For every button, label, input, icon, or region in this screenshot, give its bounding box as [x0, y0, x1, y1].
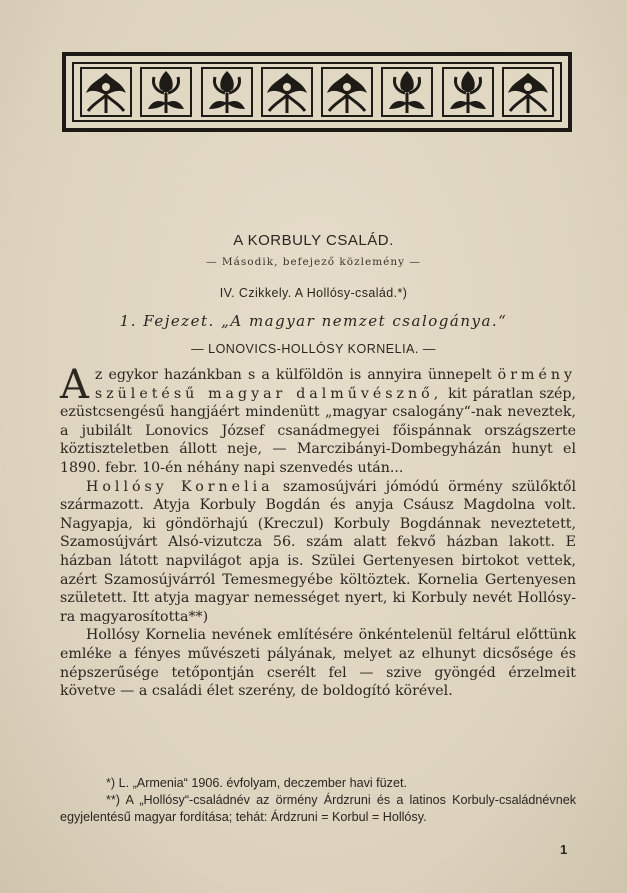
paragraph-3: Hollósy Kornelia nevének említésére önkéntelenül feltárul előttünk emléke a fényes művészeti pályának, melyet az elhunyt dicsősége és népszerűsége tetőpontján cserélt fel — szive gyöngéd érzelmeit követve — a családi élet szerény, de boldogító körével. [60, 627, 576, 700]
author-line: — LONOVICS-HOLLÓSY KORNELIA. — [191, 342, 436, 356]
paragraph-2-rest: szamosújvári jómódú örmény szülőktől származott. Atyja Korbuly Bogdán és anyja Csáusz Magdolna volt. Nagyapja, ki göndörhajú (Kreczul) Korbuly Bogdánnak neveztetett, Szamosújvárt Alsó-vizutcza 56. szám alatt fekvő házban lakott. E házban látott napvilágot apja is. Szülei Gertenyesen birtokot vettek, azért Szamosújvárról Temesmegyébe költöztek. Kornelia Gertenyesen született. Itt atyja magyar nemességet nyert, ki Korbuly nevét Hollósy-ra magyarosította**) [60, 478, 576, 625]
tulip-icon [442, 67, 494, 117]
paragraph-2 [60, 478, 576, 627]
rosette-icon [502, 67, 554, 117]
paragraph-1-rest: kit páratlan szép, ezüstcsengésű hangjáért mindenütt „magyar csalogány“-nak neveztek, a jubilált Lonovics József csanádmegyei főispánnak országszerte köztiszteletben állott neje, — Marczibányi-Dombegyházán hunyt el 1890. febr. 10-én néhány napi szenvedés után... [60, 385, 577, 476]
article-subtitle: — Második, befejező közlemény — [206, 256, 421, 268]
page-number: 1 [560, 842, 568, 857]
rosette-icon [261, 67, 313, 117]
rosette-icon [321, 67, 373, 117]
tulip-icon [140, 67, 192, 117]
body-text [60, 362, 577, 701]
drop-cap: A [60, 362, 89, 408]
footnotes [60, 775, 576, 825]
paragraph-1 [60, 362, 577, 478]
paragraph-1-spaced: örmény születésű magyar dalművésznő, [94, 367, 576, 402]
section-heading: IV. Czikkely. A Hollósy-család.*) [219, 286, 408, 300]
tulip-icon [201, 67, 253, 117]
chapter-heading: 1. Fejezet. „A magyar nemzet csalogánya.“ [119, 312, 508, 330]
paragraph-1-lead: z egykor hazánkban s a külföldön is annyira ünnepelt [94, 367, 492, 383]
ornament-row [72, 62, 562, 122]
paragraph-2-spaced: Hollósy Kornelia [86, 478, 274, 495]
footnote-1: *) L. „Armenia“ 1906. évfolyam, deczember havi füzet. [106, 776, 407, 790]
article-title: A KORBULY CSALÁD. [233, 232, 394, 249]
tulip-icon [381, 67, 433, 117]
footnote-2: **) A „Hollósy“-családnév az örmény Árdzruni és a latinos Korbuly-családnévnek egyjelentésű magyar fordítása; tehát: Árdzruni = Korbul = Hollósy. [60, 792, 576, 824]
ornamental-header-band [62, 52, 572, 132]
rosette-icon [80, 67, 132, 117]
